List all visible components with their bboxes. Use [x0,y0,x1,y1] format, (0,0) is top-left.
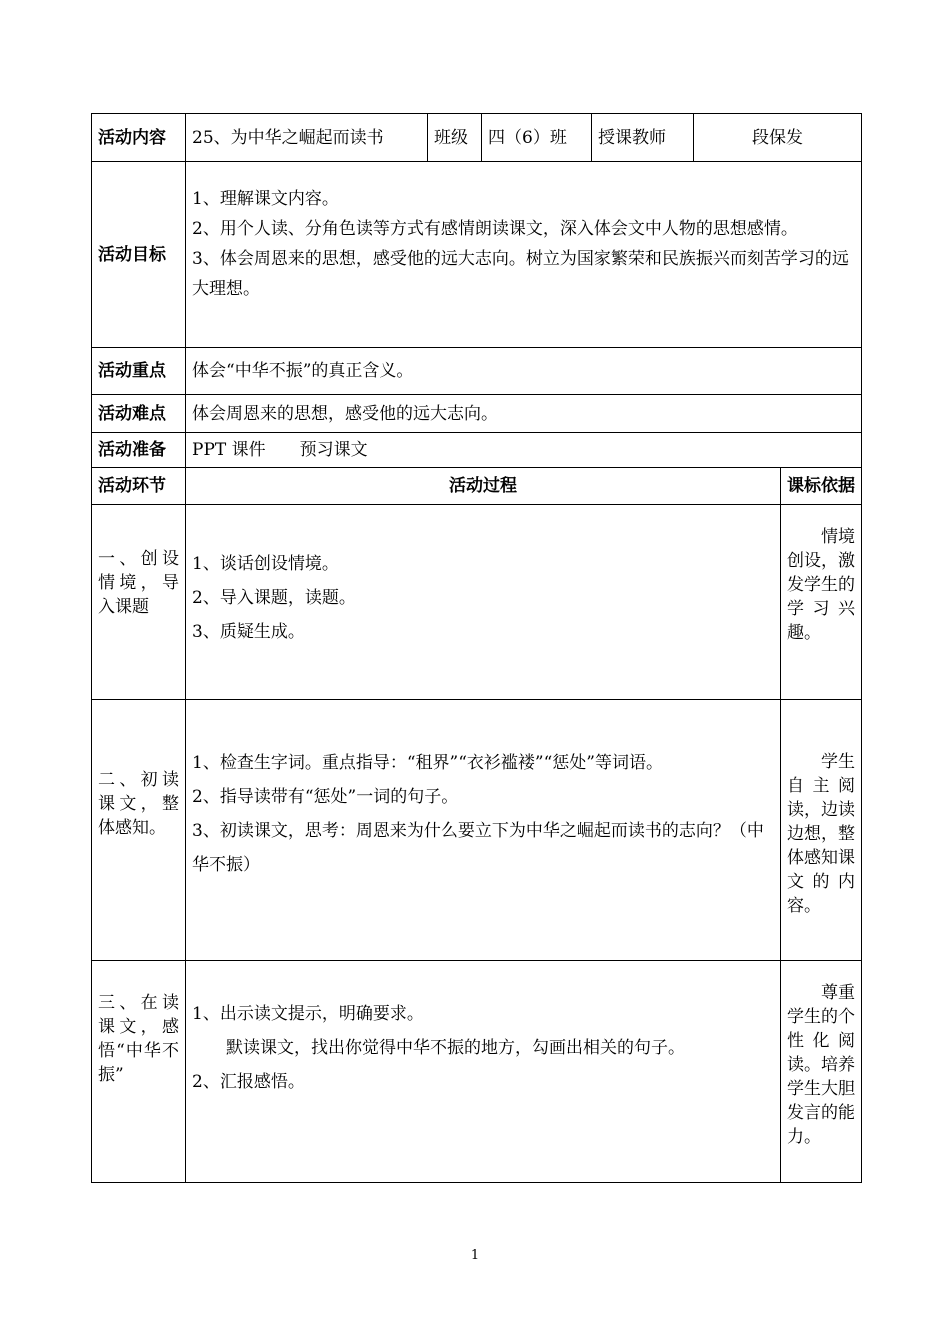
goal-item: 2、用个人读、分角色读等方式有感情朗读课文，深入体会文中人物的思想感情。 [192,219,798,239]
stage-process [186,505,781,700]
process-step: 1、检查生字词。重点指导：“租界”“衣衫褴褛”“惩处”等词语。 [192,753,663,773]
stage-row [92,961,862,1183]
column-header-row [92,468,862,505]
process-step: 3、初读课文，思考：周恩来为什么要立下为中华之崛起而读书的志向？（中华不振） [192,821,764,875]
stage-name: 二、初读课文，整体感知。 [92,700,186,961]
page-number: 1 [470,1248,480,1263]
header-row [92,114,862,162]
process-step: 3、质疑生成。 [192,622,305,642]
activity-content-label: 活动内容 [92,114,186,162]
process-column-header: 活动过程 [186,468,781,505]
stage-name: 三、在读课文，感悟“中华不振” [92,961,186,1183]
stage-name: 一、创设情境，导入课题 [92,505,186,700]
process-step: 默读课文，找出你觉得中华不振的地方，勾画出相关的句子。 [226,1038,685,1058]
preparation-label: 活动准备 [92,433,186,468]
goals-label: 活动目标 [92,162,186,348]
lesson-plan-table [91,113,862,1183]
process-step: 2、汇报感悟。 [192,1072,305,1092]
teacher-value: 段保发 [694,114,862,162]
goals-cell [186,162,862,348]
process-step: 1、出示读文提示，明确要求。 [192,1004,424,1024]
stage-basis: 学生自主阅读，边读边想，整体感知课文的内容。 [781,700,862,961]
preparation-row [92,433,862,468]
class-label: 班级 [428,114,482,162]
stage-column-header: 活动环节 [92,468,186,505]
process-step: 2、指导读带有“惩处”一词的句子。 [192,787,459,807]
process-step: 2、导入课题，读题。 [192,588,356,608]
teacher-label: 授课教师 [592,114,694,162]
process-step: 1、谈话创设情境。 [192,554,339,574]
difficulty-row [92,395,862,433]
class-value: 四（6）班 [482,114,592,162]
stage-row [92,505,862,700]
basis-column-header: 课标依据 [781,468,862,505]
stage-process [186,961,781,1183]
key-point-label: 活动重点 [92,348,186,395]
difficulty-label: 活动难点 [92,395,186,433]
goals-row [92,162,862,348]
stage-basis: 情境创设，激发学生的学习兴趣。 [781,505,862,700]
stage-basis: 尊重学生的个性化阅读。培养学生大胆发言的能力。 [781,961,862,1183]
key-point-text: 体会“中华不振”的真正含义。 [186,348,862,395]
stage-process [186,700,781,961]
difficulty-text: 体会周恩来的思想，感受他的远大志向。 [186,395,862,433]
preparation-text: PPT 课件 预习课文 [186,433,862,468]
stage-row [92,700,862,961]
activity-content-value: 25、为中华之崛起而读书 [186,114,428,162]
goal-item: 3、体会周恩来的思想，感受他的远大志向。树立为国家繁荣和民族振兴而刻苦学习的远大理想。 [192,249,849,299]
goal-item: 1、理解课文内容。 [192,189,339,209]
key-point-row [92,348,862,395]
